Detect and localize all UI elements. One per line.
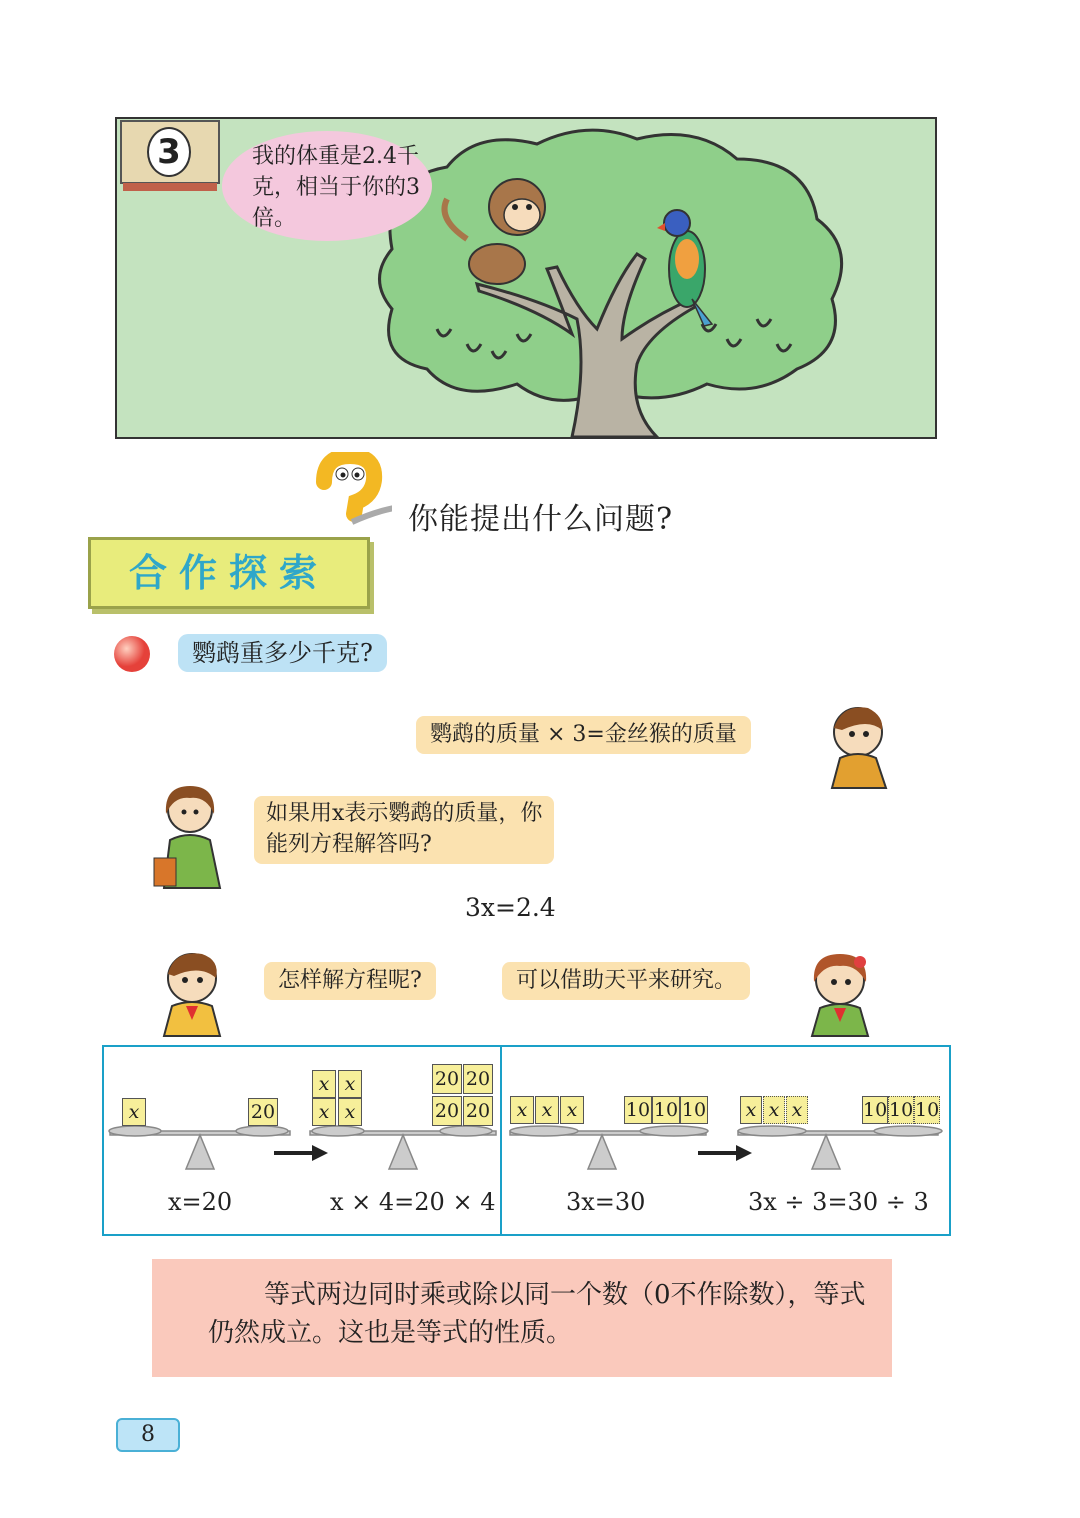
boy-avatar-icon [150,948,240,1038]
weight-20: 20 [463,1096,493,1126]
weight-10: 10 [652,1096,680,1124]
weight-20: 20 [432,1096,462,1126]
section-title: 合作探索 [128,551,329,595]
teacher-speech-text: 如果用x表示鹦鹉的质量，你能列方程解答吗? [266,801,543,857]
weight-10: 10 [680,1096,708,1124]
weight-x: x [535,1096,559,1124]
bullet-ball-icon [112,634,152,674]
section-title-box [88,537,370,609]
boy-speech-bubble: 鹦鹉的质量 × 3=金丝猴的质量 [416,716,751,754]
property-rule-text: 等式两边同时乘或除以同一个数（0不作除数），等式仍然成立。这也是等式的性质。 [208,1280,866,1348]
balance-caption: 3x ÷ 3=30 ÷ 3 [748,1188,929,1216]
weight-20: 20 [248,1098,278,1126]
question-mark-icon [312,452,392,532]
weight-10-dotted: 10 [914,1096,940,1124]
question-prompt: 你能提出什么问题? [408,502,674,537]
weight-20: 20 [463,1064,493,1094]
weight-x-dotted: x [786,1096,808,1124]
weight-x: x [740,1096,762,1124]
equation-text: 3x=2.4 [465,893,556,922]
page-number: 8 [116,1418,180,1452]
teacher-avatar-icon [150,780,240,890]
weight-20: 20 [432,1064,462,1094]
weight-10-dotted: 10 [888,1096,914,1124]
weight-x: x [338,1098,362,1126]
weight-x: x [338,1070,362,1098]
balance-caption: x × 4=20 × 4 [330,1188,496,1216]
boy-question-bubble: 怎样解方程呢? [264,962,436,1000]
weight-10: 10 [624,1096,652,1124]
weight-10: 10 [862,1096,888,1124]
balance-caption: 3x=30 [566,1188,646,1216]
weight-x: x [312,1098,336,1126]
girl-speech-bubble: 可以借助天平来研究。 [502,962,750,1000]
balance-caption: x=20 [168,1188,233,1216]
weight-x: x [510,1096,534,1124]
weight-x: x [560,1096,584,1124]
problem-number: 3 [147,127,191,177]
weight-x: x [122,1098,146,1126]
question-label: 鹦鹉重多少千克? [178,634,387,672]
monkey-speech-text: 我的体重是2.4千克，相当于你的3倍。 [252,144,420,231]
weight-x: x [312,1070,336,1098]
weight-x-dotted: x [763,1096,785,1124]
girl-avatar-icon [794,948,884,1038]
boy-avatar-icon [812,700,892,790]
